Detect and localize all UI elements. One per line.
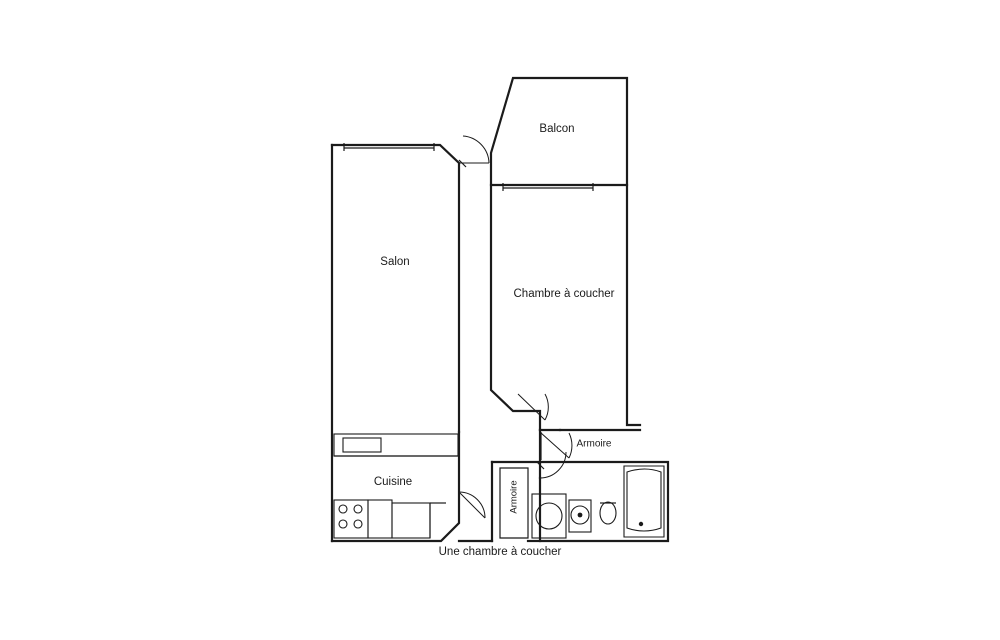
room-label-balcon: Balcon	[539, 123, 575, 136]
room-label-armoire-chambre: Armoire	[576, 438, 612, 450]
cuisine-appliances	[334, 500, 446, 538]
cuisine-door	[459, 492, 485, 518]
toilet	[569, 500, 591, 532]
room-label-salon: Salon	[380, 256, 410, 269]
room-label-armoire-couloir: Armoire	[508, 480, 520, 514]
chambre-door	[518, 394, 548, 420]
chambre-outline	[491, 185, 640, 462]
bathroom-fixture	[600, 502, 616, 524]
bathtub	[624, 466, 664, 537]
entry-door	[459, 136, 489, 167]
room-label-chambre: Chambre à coucher	[513, 288, 615, 301]
cuisine-outline	[334, 434, 458, 456]
bathroom-sink	[532, 494, 566, 538]
plan-caption: Une chambre à coucher	[438, 546, 562, 559]
armoire-chambre-outline	[540, 430, 572, 460]
room-label-cuisine: Cuisine	[373, 476, 413, 489]
